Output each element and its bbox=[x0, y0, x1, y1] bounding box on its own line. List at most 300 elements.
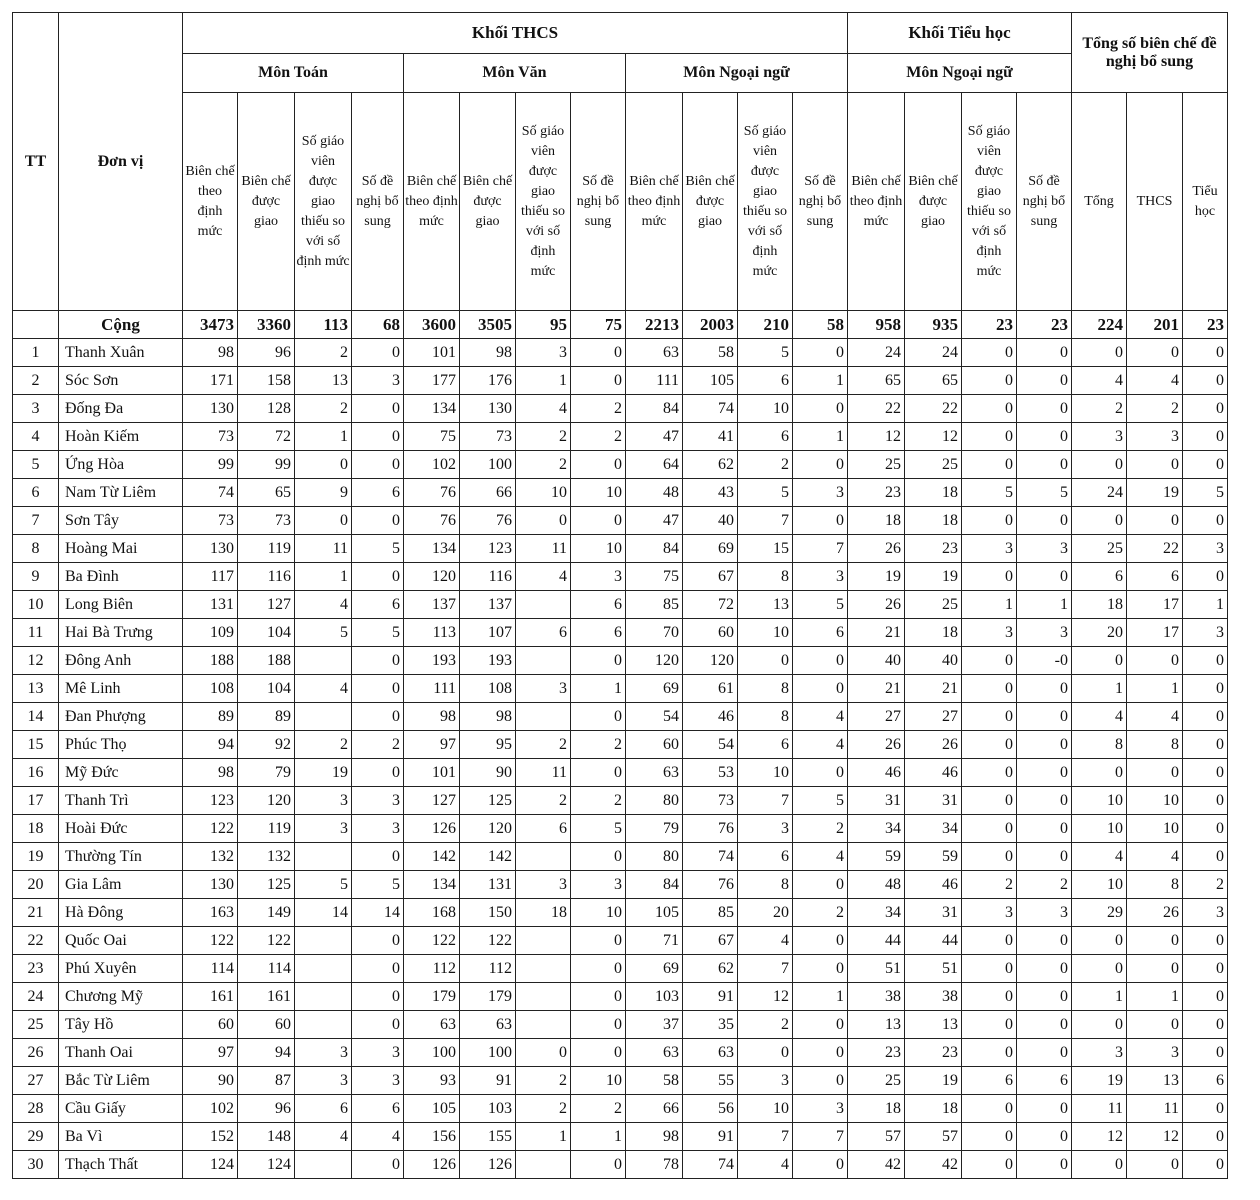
row-value-cell: 1 bbox=[1127, 983, 1183, 1011]
row-value-cell: 0 bbox=[516, 507, 571, 535]
row-value-cell: 124 bbox=[238, 1151, 295, 1179]
row-value-cell: 18 bbox=[1072, 591, 1127, 619]
subheader-toan-so-de-nghi: Số đề nghị bổ sung bbox=[352, 93, 404, 311]
row-value-cell: 2 bbox=[571, 731, 626, 759]
row-value-cell: 12 bbox=[848, 423, 905, 451]
row-value-cell: 23 bbox=[848, 1039, 905, 1067]
row-value-cell: 98 bbox=[460, 703, 516, 731]
row-value-cell: 63 bbox=[626, 759, 683, 787]
row-value-cell: 0 bbox=[1017, 1151, 1072, 1179]
total-cell: 95 bbox=[516, 311, 571, 339]
total-row bbox=[13, 311, 1228, 339]
row-value-cell: 60 bbox=[183, 1011, 238, 1039]
table-row bbox=[13, 1039, 1228, 1067]
row-value-cell: 58 bbox=[683, 339, 738, 367]
row-value-cell: 97 bbox=[183, 1039, 238, 1067]
table-row bbox=[13, 1011, 1228, 1039]
row-value-cell: 0 bbox=[571, 647, 626, 675]
row-value-cell: 12 bbox=[1072, 1123, 1127, 1151]
row-value-cell: 19 bbox=[905, 1067, 962, 1095]
row-value-cell: 92 bbox=[238, 731, 295, 759]
row-value-cell: 73 bbox=[183, 423, 238, 451]
row-value-cell: 63 bbox=[404, 1011, 460, 1039]
row-value-cell: 142 bbox=[460, 843, 516, 871]
row-value-cell: 1 bbox=[1127, 675, 1183, 703]
row-value-cell: 2 bbox=[516, 451, 571, 479]
row-value-cell: 134 bbox=[404, 871, 460, 899]
row-value-cell: 20 bbox=[738, 899, 793, 927]
row-value-cell: 7 bbox=[793, 1123, 848, 1151]
row-unit-name: Ba Vì bbox=[59, 1123, 183, 1151]
row-unit-name: Mê Linh bbox=[59, 675, 183, 703]
row-value-cell: 0 bbox=[1183, 815, 1228, 843]
row-value-cell: 8 bbox=[738, 563, 793, 591]
row-value-cell: 0 bbox=[962, 395, 1017, 423]
row-value-cell: 27 bbox=[905, 703, 962, 731]
row-value-cell: 0 bbox=[1017, 675, 1072, 703]
header-unit: Đơn vị bbox=[59, 13, 183, 311]
row-unit-name: Gia Lâm bbox=[59, 871, 183, 899]
row-value-cell: 0 bbox=[352, 339, 404, 367]
row-value-cell: 41 bbox=[683, 423, 738, 451]
row-value-cell: 0 bbox=[1017, 983, 1072, 1011]
row-value-cell: 4 bbox=[295, 1123, 352, 1151]
row-value-cell bbox=[295, 703, 352, 731]
row-value-cell: 21 bbox=[848, 619, 905, 647]
row-value-cell: 2 bbox=[962, 871, 1017, 899]
row-value-cell: 102 bbox=[183, 1095, 238, 1123]
row-value-cell: 0 bbox=[962, 1039, 1017, 1067]
row-value-cell: 18 bbox=[905, 1095, 962, 1123]
row-value-cell: 69 bbox=[626, 955, 683, 983]
row-value-cell: 79 bbox=[238, 759, 295, 787]
row-value-cell: 0 bbox=[962, 759, 1017, 787]
row-value-cell: 102 bbox=[404, 451, 460, 479]
row-value-cell: 79 bbox=[626, 815, 683, 843]
row-value-cell: 85 bbox=[683, 899, 738, 927]
row-value-cell: 2 bbox=[516, 1067, 571, 1095]
row-value-cell: 2 bbox=[738, 1011, 793, 1039]
row-number: 24 bbox=[13, 983, 59, 1011]
row-value-cell: 6 bbox=[793, 619, 848, 647]
row-value-cell: 76 bbox=[404, 507, 460, 535]
row-value-cell: 3 bbox=[295, 1039, 352, 1067]
row-value-cell: 2 bbox=[516, 731, 571, 759]
row-unit-name: Tây Hồ bbox=[59, 1011, 183, 1039]
row-value-cell: 72 bbox=[238, 423, 295, 451]
row-value-cell: 0 bbox=[962, 451, 1017, 479]
row-value-cell: 76 bbox=[404, 479, 460, 507]
row-value-cell: 91 bbox=[683, 983, 738, 1011]
row-value-cell: 0 bbox=[738, 647, 793, 675]
row-value-cell: 10 bbox=[738, 395, 793, 423]
row-value-cell: 120 bbox=[683, 647, 738, 675]
row-value-cell: 93 bbox=[404, 1067, 460, 1095]
row-value-cell: 18 bbox=[516, 899, 571, 927]
row-value-cell: 0 bbox=[352, 703, 404, 731]
row-value-cell: 74 bbox=[683, 395, 738, 423]
row-value-cell: 8 bbox=[738, 871, 793, 899]
row-value-cell: 0 bbox=[962, 843, 1017, 871]
row-value-cell: 0 bbox=[1017, 1123, 1072, 1151]
row-value-cell: 0 bbox=[352, 423, 404, 451]
subheader-van-so-thieu: Số giáo viên được giao thiếu so với số định mức bbox=[516, 93, 571, 311]
subheader-ngoaingu-thcs-so-thieu: Số giáo viên được giao thiếu so với số định mức bbox=[738, 93, 793, 311]
row-value-cell: 0 bbox=[1017, 395, 1072, 423]
row-value-cell: 17 bbox=[1127, 591, 1183, 619]
header-tt: TT bbox=[13, 13, 59, 311]
row-value-cell: 76 bbox=[460, 507, 516, 535]
row-number: 4 bbox=[13, 423, 59, 451]
row-value-cell: 116 bbox=[238, 563, 295, 591]
row-value-cell: 0 bbox=[1127, 759, 1183, 787]
row-value-cell: 89 bbox=[238, 703, 295, 731]
row-value-cell bbox=[516, 591, 571, 619]
row-value-cell: 73 bbox=[460, 423, 516, 451]
row-value-cell: 112 bbox=[404, 955, 460, 983]
row-value-cell: 104 bbox=[238, 619, 295, 647]
row-number: 20 bbox=[13, 871, 59, 899]
row-value-cell: 111 bbox=[626, 367, 683, 395]
row-value-cell: 2 bbox=[516, 423, 571, 451]
row-value-cell: 26 bbox=[905, 731, 962, 759]
row-value-cell: 64 bbox=[626, 451, 683, 479]
row-unit-name: Quốc Oai bbox=[59, 927, 183, 955]
table-row bbox=[13, 647, 1228, 675]
row-value-cell bbox=[295, 843, 352, 871]
row-value-cell: 120 bbox=[626, 647, 683, 675]
row-value-cell: 10 bbox=[738, 759, 793, 787]
row-value-cell: 0 bbox=[1127, 647, 1183, 675]
row-value-cell: 63 bbox=[626, 339, 683, 367]
row-value-cell: 1 bbox=[571, 675, 626, 703]
row-value-cell: 2 bbox=[516, 787, 571, 815]
row-value-cell: 132 bbox=[183, 843, 238, 871]
row-value-cell: 5 bbox=[1183, 479, 1228, 507]
row-value-cell: 108 bbox=[183, 675, 238, 703]
row-value-cell: 0 bbox=[962, 675, 1017, 703]
row-value-cell: 74 bbox=[683, 1151, 738, 1179]
row-value-cell: 0 bbox=[1183, 675, 1228, 703]
row-value-cell: 56 bbox=[683, 1095, 738, 1123]
row-value-cell: 2 bbox=[1017, 871, 1072, 899]
subheader-total-tong: Tổng bbox=[1072, 93, 1127, 311]
row-value-cell: 98 bbox=[404, 703, 460, 731]
row-value-cell: 72 bbox=[683, 591, 738, 619]
row-value-cell: 0 bbox=[1127, 339, 1183, 367]
row-value-cell: 0 bbox=[571, 759, 626, 787]
row-unit-name: Đan Phượng bbox=[59, 703, 183, 731]
row-value-cell: 4 bbox=[793, 703, 848, 731]
row-value-cell: 10 bbox=[571, 1067, 626, 1095]
row-value-cell: 48 bbox=[848, 871, 905, 899]
row-value-cell: 3 bbox=[738, 1067, 793, 1095]
row-value-cell bbox=[295, 955, 352, 983]
row-value-cell: 2 bbox=[1127, 395, 1183, 423]
row-value-cell: -0 bbox=[1017, 647, 1072, 675]
table-row bbox=[13, 535, 1228, 563]
total-row-label: Cộng bbox=[59, 311, 183, 339]
row-value-cell: 0 bbox=[738, 1039, 793, 1067]
table-row bbox=[13, 899, 1228, 927]
row-value-cell: 0 bbox=[962, 787, 1017, 815]
row-value-cell: 0 bbox=[1017, 787, 1072, 815]
row-value-cell: 0 bbox=[1017, 507, 1072, 535]
row-unit-name: Đống Đa bbox=[59, 395, 183, 423]
row-value-cell: 5 bbox=[793, 591, 848, 619]
row-number: 6 bbox=[13, 479, 59, 507]
header-subject-ngoaingu-thcs: Môn Ngoại ngữ bbox=[626, 54, 848, 93]
row-value-cell: 137 bbox=[460, 591, 516, 619]
row-value-cell: 9 bbox=[295, 479, 352, 507]
row-value-cell: 34 bbox=[848, 815, 905, 843]
row-value-cell: 75 bbox=[626, 563, 683, 591]
row-unit-name: Sơn Tây bbox=[59, 507, 183, 535]
table-row bbox=[13, 1151, 1228, 1179]
table-row bbox=[13, 619, 1228, 647]
row-value-cell: 14 bbox=[295, 899, 352, 927]
row-value-cell: 40 bbox=[683, 507, 738, 535]
row-value-cell: 17 bbox=[1127, 619, 1183, 647]
row-value-cell: 0 bbox=[1183, 731, 1228, 759]
row-value-cell: 0 bbox=[571, 1011, 626, 1039]
row-unit-name: Hai Bà Trưng bbox=[59, 619, 183, 647]
row-unit-name: Long Biên bbox=[59, 591, 183, 619]
row-value-cell: 7 bbox=[793, 535, 848, 563]
row-value-cell: 8 bbox=[1127, 731, 1183, 759]
row-value-cell: 10 bbox=[516, 479, 571, 507]
row-value-cell: 0 bbox=[1017, 339, 1072, 367]
row-value-cell: 2 bbox=[793, 899, 848, 927]
row-number: 10 bbox=[13, 591, 59, 619]
row-value-cell: 42 bbox=[848, 1151, 905, 1179]
row-value-cell: 10 bbox=[1072, 871, 1127, 899]
row-value-cell: 21 bbox=[848, 675, 905, 703]
row-value-cell: 26 bbox=[848, 535, 905, 563]
row-number: 9 bbox=[13, 563, 59, 591]
row-value-cell: 107 bbox=[460, 619, 516, 647]
row-value-cell: 0 bbox=[1017, 1039, 1072, 1067]
row-unit-name: Sóc Sơn bbox=[59, 367, 183, 395]
row-value-cell: 20 bbox=[1072, 619, 1127, 647]
row-value-cell: 0 bbox=[1017, 703, 1072, 731]
row-value-cell: 0 bbox=[295, 451, 352, 479]
row-value-cell: 0 bbox=[352, 647, 404, 675]
row-value-cell: 18 bbox=[848, 1095, 905, 1123]
row-value-cell: 0 bbox=[352, 675, 404, 703]
row-value-cell: 0 bbox=[793, 871, 848, 899]
row-value-cell: 18 bbox=[905, 619, 962, 647]
total-cell: 935 bbox=[905, 311, 962, 339]
row-unit-name: Hoàn Kiếm bbox=[59, 423, 183, 451]
row-value-cell: 6 bbox=[962, 1067, 1017, 1095]
row-value-cell: 10 bbox=[1127, 815, 1183, 843]
row-value-cell: 14 bbox=[352, 899, 404, 927]
row-value-cell: 112 bbox=[460, 955, 516, 983]
total-cell: 3600 bbox=[404, 311, 460, 339]
subheader-ngoaingu-tieuhoc-so-thieu: Số giáo viên được giao thiếu so với số định mức bbox=[962, 93, 1017, 311]
row-value-cell: 2 bbox=[571, 423, 626, 451]
row-value-cell: 98 bbox=[183, 339, 238, 367]
row-value-cell: 0 bbox=[1183, 451, 1228, 479]
row-value-cell: 0 bbox=[352, 955, 404, 983]
row-value-cell: 6 bbox=[352, 1095, 404, 1123]
row-value-cell bbox=[516, 647, 571, 675]
row-value-cell: 69 bbox=[626, 675, 683, 703]
row-number: 21 bbox=[13, 899, 59, 927]
table-row bbox=[13, 339, 1228, 367]
row-value-cell: 100 bbox=[460, 1039, 516, 1067]
row-value-cell: 46 bbox=[905, 871, 962, 899]
row-value-cell: 0 bbox=[1017, 367, 1072, 395]
row-value-cell: 89 bbox=[183, 703, 238, 731]
row-value-cell: 0 bbox=[1183, 563, 1228, 591]
row-value-cell: 31 bbox=[905, 899, 962, 927]
row-value-cell: 0 bbox=[962, 423, 1017, 451]
row-value-cell: 125 bbox=[238, 871, 295, 899]
row-value-cell: 76 bbox=[683, 871, 738, 899]
table-row bbox=[13, 395, 1228, 423]
header-subcolumns bbox=[13, 93, 1228, 311]
row-value-cell: 63 bbox=[683, 1039, 738, 1067]
row-value-cell: 3 bbox=[962, 619, 1017, 647]
row-unit-name: Thường Tín bbox=[59, 843, 183, 871]
row-value-cell: 3 bbox=[1127, 423, 1183, 451]
row-value-cell: 48 bbox=[626, 479, 683, 507]
row-value-cell bbox=[516, 955, 571, 983]
row-number: 25 bbox=[13, 1011, 59, 1039]
row-value-cell: 0 bbox=[1183, 703, 1228, 731]
row-value-cell: 0 bbox=[793, 507, 848, 535]
row-value-cell: 6 bbox=[1183, 1067, 1228, 1095]
row-value-cell: 0 bbox=[1017, 1095, 1072, 1123]
row-value-cell: 24 bbox=[1072, 479, 1127, 507]
row-value-cell: 0 bbox=[1127, 507, 1183, 535]
row-value-cell: 5 bbox=[352, 619, 404, 647]
row-value-cell: 130 bbox=[183, 871, 238, 899]
total-cell: 2213 bbox=[626, 311, 683, 339]
row-value-cell: 0 bbox=[571, 955, 626, 983]
subheader-total-tieu-hoc: Tiểu học bbox=[1183, 93, 1228, 311]
row-value-cell: 94 bbox=[238, 1039, 295, 1067]
row-value-cell: 2 bbox=[352, 731, 404, 759]
table-row bbox=[13, 843, 1228, 871]
total-cell: 210 bbox=[738, 311, 793, 339]
row-value-cell bbox=[516, 927, 571, 955]
row-value-cell: 18 bbox=[905, 507, 962, 535]
row-value-cell: 3 bbox=[1183, 899, 1228, 927]
row-value-cell: 1 bbox=[516, 1123, 571, 1151]
subheader-van-bien-che-dinh-muc: Biên chế theo định mức bbox=[404, 93, 460, 311]
header-subject-toan: Môn Toán bbox=[183, 54, 404, 93]
row-value-cell: 34 bbox=[848, 899, 905, 927]
total-cell: 23 bbox=[1017, 311, 1072, 339]
row-value-cell: 114 bbox=[183, 955, 238, 983]
row-value-cell: 179 bbox=[460, 983, 516, 1011]
table-row bbox=[13, 1123, 1228, 1151]
table-row bbox=[13, 451, 1228, 479]
row-value-cell: 6 bbox=[738, 731, 793, 759]
row-value-cell: 62 bbox=[683, 451, 738, 479]
subheader-ngoaingu-tieuhoc-so-de-nghi: Số đề nghị bổ sung bbox=[1017, 93, 1072, 311]
row-number: 30 bbox=[13, 1151, 59, 1179]
row-unit-name: Thanh Oai bbox=[59, 1039, 183, 1067]
row-value-cell: 2 bbox=[571, 395, 626, 423]
row-value-cell: 0 bbox=[1183, 1095, 1228, 1123]
row-value-cell: 65 bbox=[238, 479, 295, 507]
row-value-cell: 158 bbox=[238, 367, 295, 395]
row-number: 8 bbox=[13, 535, 59, 563]
row-value-cell: 193 bbox=[460, 647, 516, 675]
row-value-cell: 98 bbox=[183, 759, 238, 787]
row-value-cell: 126 bbox=[404, 815, 460, 843]
row-value-cell: 4 bbox=[516, 563, 571, 591]
row-value-cell: 2 bbox=[793, 815, 848, 843]
row-value-cell: 120 bbox=[238, 787, 295, 815]
row-value-cell: 114 bbox=[238, 955, 295, 983]
row-value-cell: 0 bbox=[962, 1151, 1017, 1179]
row-value-cell: 0 bbox=[571, 1039, 626, 1067]
row-unit-name: Hoài Đức bbox=[59, 815, 183, 843]
row-number: 13 bbox=[13, 675, 59, 703]
row-value-cell: 60 bbox=[626, 731, 683, 759]
row-value-cell: 10 bbox=[738, 1095, 793, 1123]
row-value-cell: 3 bbox=[962, 899, 1017, 927]
row-value-cell: 26 bbox=[1127, 899, 1183, 927]
row-value-cell: 26 bbox=[848, 731, 905, 759]
row-value-cell: 19 bbox=[1072, 1067, 1127, 1095]
row-value-cell: 46 bbox=[683, 703, 738, 731]
row-value-cell: 74 bbox=[683, 843, 738, 871]
row-value-cell: 8 bbox=[1127, 871, 1183, 899]
row-value-cell: 3 bbox=[516, 339, 571, 367]
row-value-cell: 0 bbox=[793, 1039, 848, 1067]
row-value-cell: 12 bbox=[905, 423, 962, 451]
row-value-cell: 7 bbox=[738, 955, 793, 983]
row-number: 15 bbox=[13, 731, 59, 759]
row-value-cell: 78 bbox=[626, 1151, 683, 1179]
row-value-cell: 63 bbox=[460, 1011, 516, 1039]
subheader-toan-bien-che-dinh-muc: Biên chế theo định mức bbox=[183, 93, 238, 311]
row-value-cell: 156 bbox=[404, 1123, 460, 1151]
row-value-cell: 87 bbox=[238, 1067, 295, 1095]
row-value-cell: 60 bbox=[238, 1011, 295, 1039]
row-value-cell: 31 bbox=[848, 787, 905, 815]
total-cell: 23 bbox=[1183, 311, 1228, 339]
row-value-cell: 2 bbox=[571, 1095, 626, 1123]
row-value-cell: 1 bbox=[793, 423, 848, 451]
table-row bbox=[13, 1067, 1228, 1095]
row-value-cell: 5 bbox=[738, 339, 793, 367]
row-value-cell: 7 bbox=[738, 1123, 793, 1151]
row-value-cell: 22 bbox=[1127, 535, 1183, 563]
row-value-cell: 0 bbox=[793, 647, 848, 675]
row-value-cell: 80 bbox=[626, 787, 683, 815]
row-value-cell: 58 bbox=[626, 1067, 683, 1095]
row-value-cell: 67 bbox=[683, 563, 738, 591]
row-value-cell: 0 bbox=[352, 1151, 404, 1179]
row-value-cell: 75 bbox=[404, 423, 460, 451]
row-value-cell: 0 bbox=[571, 843, 626, 871]
row-value-cell: 142 bbox=[404, 843, 460, 871]
row-value-cell: 3 bbox=[352, 815, 404, 843]
table-body bbox=[13, 311, 1228, 1179]
row-value-cell: 5 bbox=[295, 619, 352, 647]
row-value-cell: 74 bbox=[183, 479, 238, 507]
row-value-cell: 5 bbox=[352, 871, 404, 899]
row-value-cell bbox=[295, 1011, 352, 1039]
table-row bbox=[13, 703, 1228, 731]
